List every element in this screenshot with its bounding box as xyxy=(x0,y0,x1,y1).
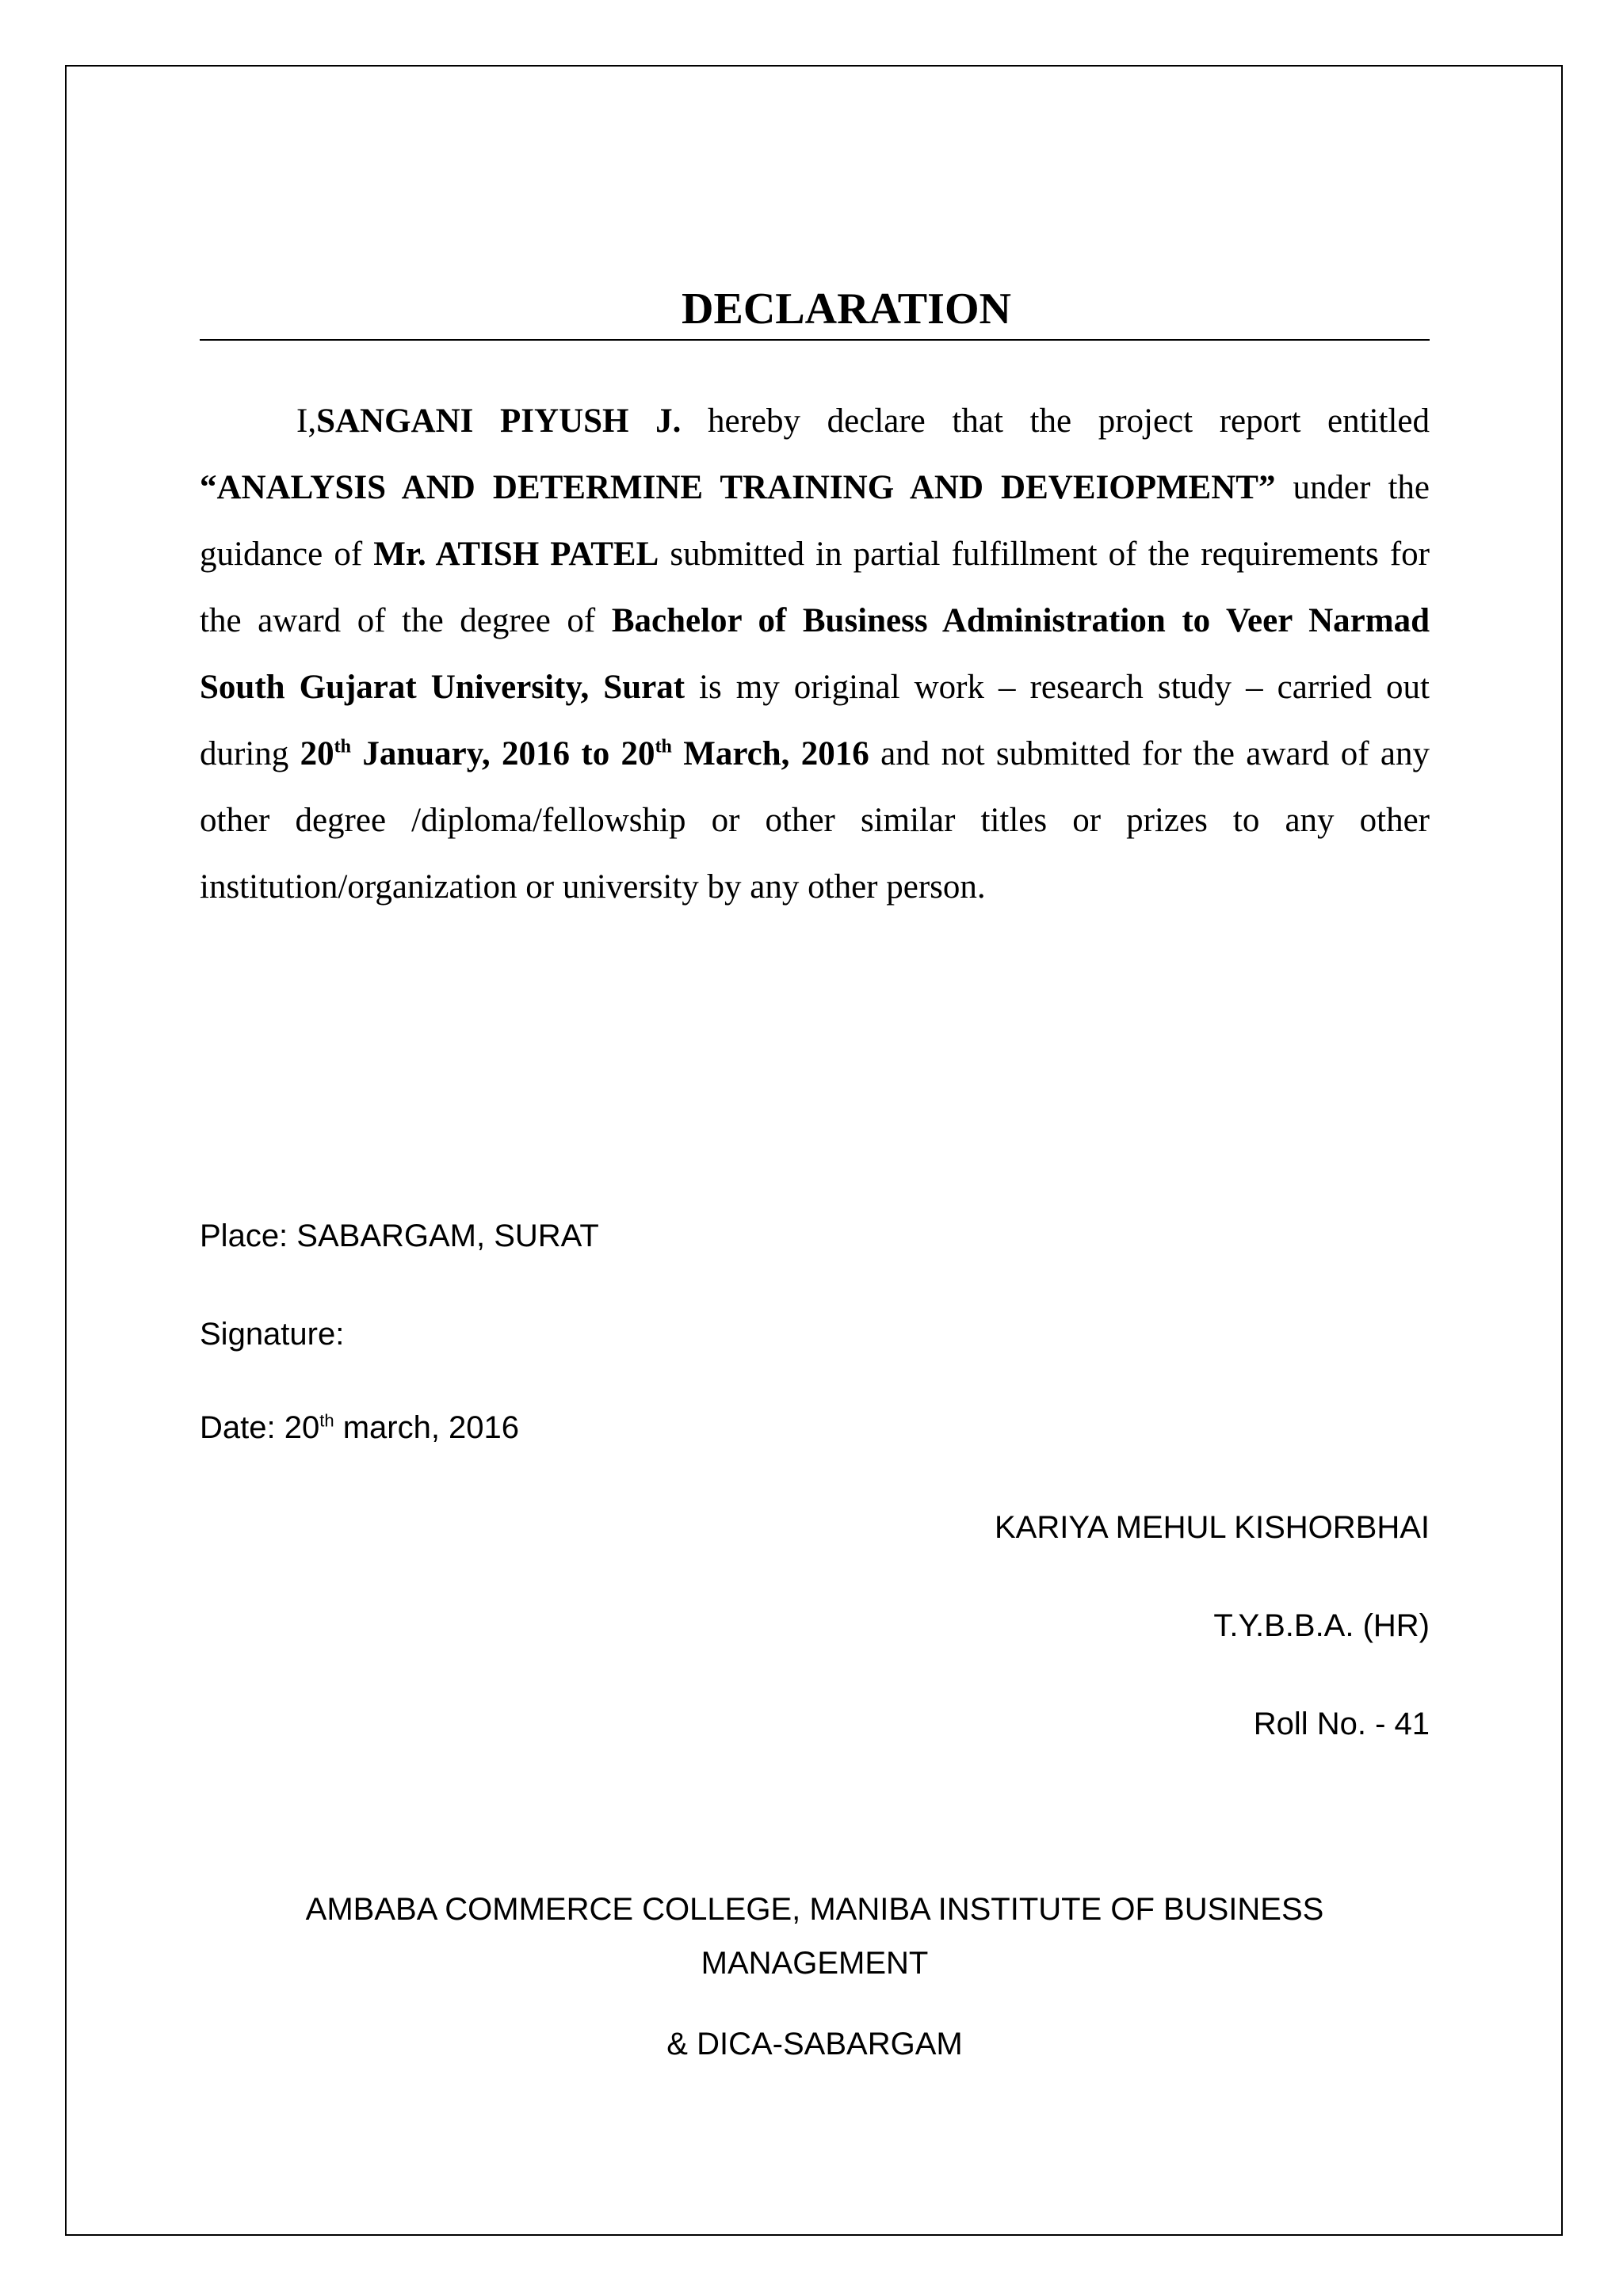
date-suffix: th xyxy=(319,1410,334,1431)
student-class: T.Y.B.B.A. (HR) xyxy=(1213,1608,1430,1643)
page-title: DECLARATION xyxy=(682,284,1011,334)
declaration-paragraph xyxy=(200,388,1430,921)
place-label: Place: xyxy=(200,1219,288,1253)
declaration-text-1: hereby declare that the project report entitled xyxy=(681,402,1430,440)
institution-line-1: AMBABA COMMERCE COLLEGE, MANIBA INSTITUTE OF BUSINESS xyxy=(305,1892,1324,1927)
declaration-intro: I, xyxy=(296,402,317,440)
title-underline xyxy=(200,339,1430,341)
institution-line-2: MANAGEMENT xyxy=(701,1946,929,1981)
institution-line-3: & DICA-SABARGAM xyxy=(666,2027,963,2061)
declaration-text-4: is my original work – research study – carried out during xyxy=(200,669,1430,772)
start-day-suffix: th xyxy=(334,736,351,757)
degree-name: Bachelor of Business Administration to Veer Narmad South Gujarat University, Surat xyxy=(200,602,1430,706)
period-middle: January, 2016 to 20 xyxy=(350,735,655,772)
end-date: March, 2016 xyxy=(671,735,869,772)
study-period xyxy=(300,735,869,772)
declaration-text-2: under the guidance of xyxy=(200,469,1430,573)
date-label: Date: 20 xyxy=(200,1410,320,1445)
guide-name: Mr. ATISH PATEL xyxy=(373,536,659,573)
student-name: KARIYA MEHUL KISHORBHAI xyxy=(994,1510,1430,1545)
place-value: SABARGAM, SURAT xyxy=(288,1219,599,1253)
declaration-text-3: submitted in partial fulfillment of the requirements for the award of the degree of xyxy=(200,536,1430,639)
end-day-suffix: th xyxy=(655,736,672,757)
project-title: “ANALYSIS AND DETERMINE TRAINING AND DEVEIOPMENT” xyxy=(200,469,1276,506)
roll-number: Roll No. - 41 xyxy=(1253,1707,1430,1741)
declaration-text-5: and not submitted for the award of any other degree /diploma/fellowship or other similar titles or prizes to any other institution/organization or university by any other person. xyxy=(200,735,1430,906)
date-line xyxy=(200,1410,519,1446)
start-day: 20 xyxy=(300,735,334,772)
signature-label: Signature: xyxy=(200,1317,345,1352)
place-line xyxy=(200,1219,599,1254)
date-value: march, 2016 xyxy=(334,1410,520,1445)
declarant-name: SANGANI PIYUSH J. xyxy=(316,402,682,440)
